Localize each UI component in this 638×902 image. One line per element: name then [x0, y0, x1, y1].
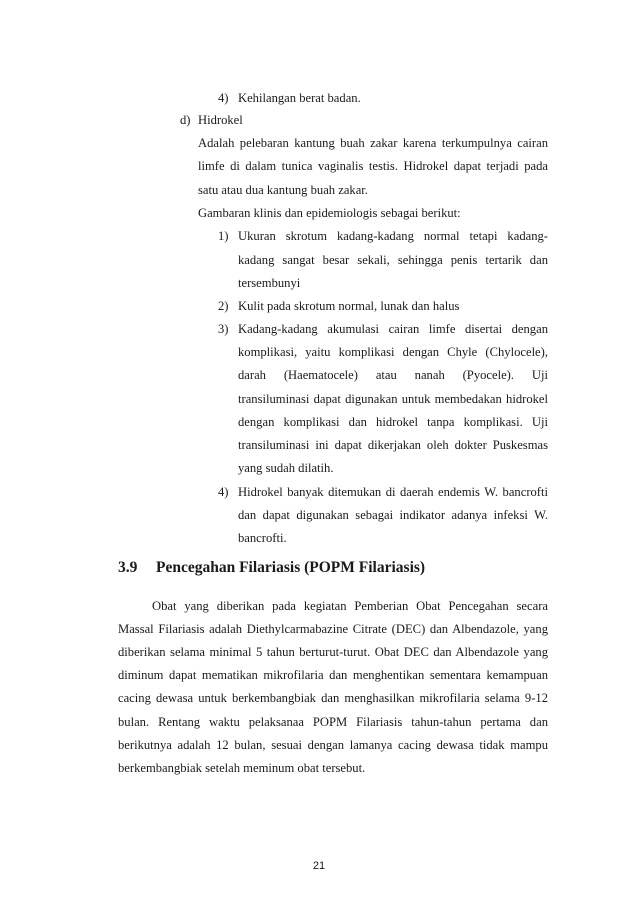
list-item-line: Ukuran skrotum kadang-kadang normal tetapi kadang-: [238, 229, 548, 243]
list-item-line: Kadang-kadang akumulasi cairan limfe disertai dengan: [238, 322, 548, 336]
definition-line: Adalah pelebaran kantung buah zakar karena terkumpulnya cairan: [198, 136, 548, 150]
paragraph-line: bulan. Rentang waktu pelaksanaa POPM Filariasis tahun-tahun pertama dan: [118, 715, 548, 729]
list-item-line: transiluminasi dapat digunakan untuk membedakan hidrokel: [238, 392, 548, 406]
list-number: 1): [218, 229, 229, 243]
list-item-line: komplikasi, yaitu komplikasi dengan Chyle (Chylocele),: [238, 345, 548, 359]
section-heading: [118, 558, 425, 578]
list-item-line: darah (Haematocele) atau nanah (Pyocele). Uji: [238, 368, 548, 382]
paragraph-line: diminum dapat mematikan mikrofilaria dan menghentikan sementara kemampuan: [118, 668, 548, 682]
intro-text: Gambaran klinis dan epidemiologis sebagai berikut:: [198, 206, 461, 220]
definition-line: satu atau dua kantung buah zakar.: [198, 183, 368, 197]
paragraph-line: diberikan selama minimal 5 tahun berturut-turut. Obat DEC dan Albendazole yang: [118, 645, 548, 659]
list-item-line: yang sudah dilatih.: [238, 461, 334, 475]
list-item-line: dan dapat digunakan sebagai indikator adanya infeksi W.: [238, 508, 548, 522]
list-item-line: tersembunyi: [238, 276, 301, 290]
paragraph-line: berkembangbiak setelah meminum obat tersebut.: [118, 761, 366, 775]
page-number: 21: [312, 860, 326, 872]
paragraph-line: Massal Filariasis adalah Diethylcarmabazine Citrate (DEC) dan Albendazole, yang: [118, 622, 548, 636]
list-item-line: transiluminasi ini dapat dikerjakan oleh dokter Puskesmas: [238, 438, 548, 452]
list-number: 4): [218, 485, 229, 499]
list-number: 3): [218, 322, 229, 336]
list-item-text: Kehilangan berat badan.: [238, 91, 361, 105]
paragraph-line: cacing dewasa untuk berkembangbiak dan menghasilkan mikrofilaria selama 9-12: [118, 691, 548, 705]
definition-line: limfe di dalam tunica vaginalis testis. Hidrokel dapat terjadi pada: [198, 159, 548, 173]
list-item-line: kadang sangat besar sekali, sehingga penis tertarik dan: [238, 253, 548, 267]
paragraph-line: berikutnya adalah 12 bulan, sesuai dengan lamanya cacing dewasa tidak mampu: [118, 738, 548, 752]
paragraph-line: Obat yang diberikan pada kegiatan Pemberian Obat Pencegahan secara: [152, 599, 548, 613]
list-item-line: bancrofti.: [238, 531, 287, 545]
list-number: 4): [218, 91, 229, 105]
section-number: 3.9: [118, 559, 138, 576]
list-item-line: Hidrokel banyak ditemukan di daerah endemis W. bancrofti: [238, 485, 548, 499]
list-label-d: d): [180, 113, 191, 127]
section-title: Pencegahan Filariasis (POPM Filariasis): [156, 559, 426, 576]
item-title: Hidrokel: [198, 113, 243, 127]
list-item-line: Kulit pada skrotum normal, lunak dan halus: [238, 299, 460, 313]
list-number: 2): [218, 299, 229, 313]
list-item-line: dengan komplikasi dan hidrokel tanpa komplikasi. Uji: [238, 415, 548, 429]
